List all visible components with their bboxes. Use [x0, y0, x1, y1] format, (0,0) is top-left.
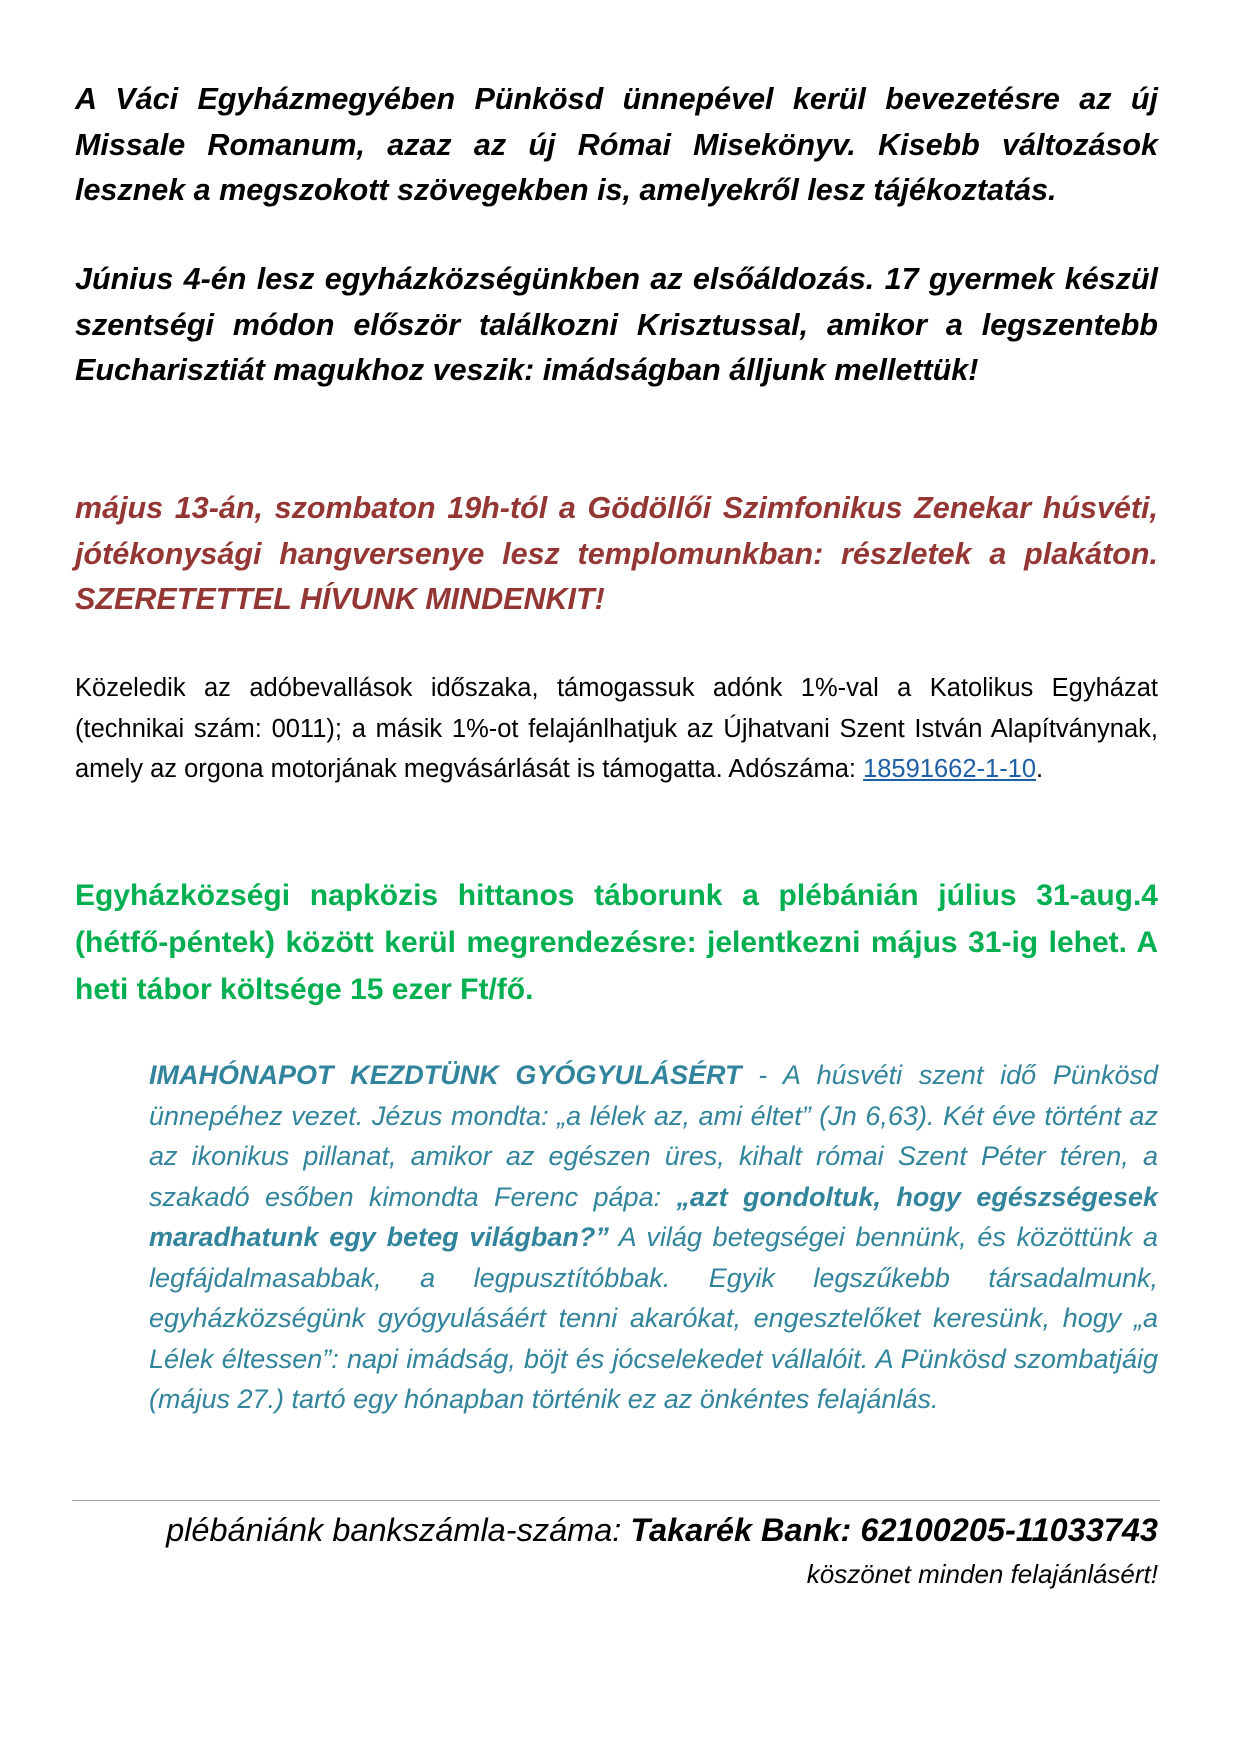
pope-quote: „azt gondoltuk, hogy egészségesek maradhatunk egy beteg világban?” — [149, 1181, 1158, 1252]
thanks-line: köszönet minden felajánlásért! — [806, 1559, 1158, 1589]
tax-donation-text: Közeledik az adóbevallások időszaka, támogassuk adónk 1%-val a Katolikus Egyházat (technikai szám: 0011); a másik 1%-ot felajánlhatjuk az Újhatvani Szent István Alapítványnak, amely az orgona motorjának megvásárlását is támogatta. Adószáma: — [75, 674, 1158, 783]
tax-donation-announcement — [75, 668, 1158, 790]
camp-announcement: Egyházközségi napközis hittanos táborunk a plébánián július 31-aug.4 (hétfő-péntek) között kerül megrendezésre: jelentkezni május 31-ig lehet. A heti tábor költsége 15 ezer Ft/fő. — [75, 879, 1158, 1006]
prayer-month-rest: A világ betegségei bennünk, és közöttünk a legfájdalmasabbak, a legpusztítóbbak. Egyik legszűkebb társadalmunk, egyházközségünk gyógyulásáért tenni akarókat, engesztelőket keresünk, hogy „a Lélek éltessen”: napi imádság, böjt és jócselekedet vállalóit. A Pünkösd szombatjáig (május 27.) tartó egy hónapban történik ez az önkéntes felajánlás. — [149, 1222, 1159, 1414]
tax-number-link[interactable]: 18591662-1-10 — [863, 755, 1037, 783]
prayer-month-heading: IMAHÓNAPOT KEZDTÜNK GYÓGYULÁSÉRT — [149, 1060, 742, 1090]
first-communion-announcement: Június 4-én lesz egyházközségünkben az elsőáldozás. 17 gyermek készül szentségi módon először találkozni Krisztussal, amikor a legszentebb Eucharisztiát magukhoz veszik: imádságban álljunk mellettük! — [75, 262, 1158, 387]
prayer-month-announcement — [149, 1055, 1158, 1420]
tax-donation-end: . — [1036, 755, 1044, 783]
prayer-month-intro: - A húsvéti szent idő Pünkösd ünnepéhez vezet. Jézus mondta: „a lélek az, ami éltet” (Jn 6,63). Két éve történt az az ikonikus pillanat, amikor az egészen üres, kihalt római Szent Péter téren, a szakadó esőben kimondta Ferenc pápa: — [149, 1060, 1158, 1212]
bank-account-line — [166, 1508, 1158, 1552]
footer-divider — [72, 1500, 1160, 1501]
concert-announcement: május 13-án, szombaton 19h-tól a Gödöllői Szimfonikus Zenekar húsvéti, jótékonysági hangversenye lesz templomunkban: részletek a plakáton. SZERETETTEL HÍVUNK MINDENKIT! — [75, 491, 1158, 616]
missale-announcement: A Váci Egyházmegyében Pünkösd ünnepével kerül bevezetésre az új Missale Romanum, azaz az új Római Misekönyv. Kisebb változások lesznek a megszokott szövegekben is, amelyekről lesz tájékoztatás. — [75, 82, 1158, 207]
bank-account-number: Takarék Bank: 62100205-11033743 — [630, 1512, 1158, 1548]
bank-account-label: plébániánk bankszámla-száma: — [166, 1512, 631, 1548]
